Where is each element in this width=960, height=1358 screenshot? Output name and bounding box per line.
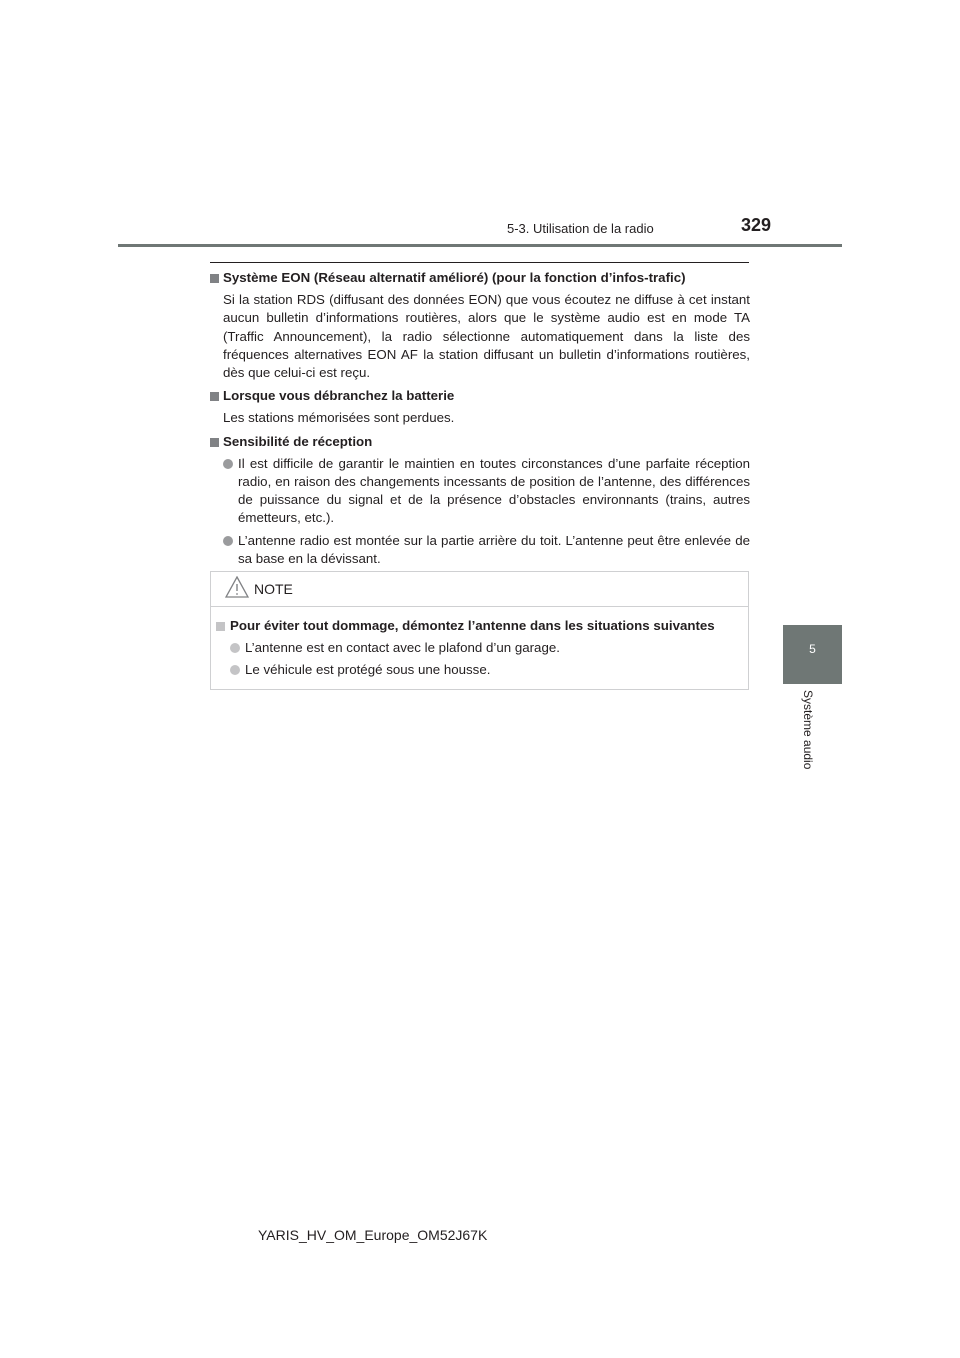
paragraph: Les stations mémorisées sont perdues.: [223, 410, 455, 426]
chapter-number: 5: [809, 642, 816, 656]
note-bullet: [230, 661, 748, 679]
note-header: [211, 572, 748, 607]
circle-bullet-icon: [223, 536, 233, 546]
heading-text: Système EON (Réseau alternatif amélioré) (pour la fonction d’infos-trafic): [223, 270, 686, 285]
note-heading: [216, 617, 748, 635]
square-bullet-icon: [210, 438, 219, 447]
section-heading: [210, 387, 750, 405]
circle-bullet-icon: [230, 643, 240, 653]
bullet-text: Le véhicule est protégé sous une housse.: [245, 662, 491, 677]
main-content: [210, 267, 750, 568]
circle-bullet-icon: [230, 665, 240, 675]
heading-text: Lorsque vous débranchez la batterie: [223, 388, 455, 404]
bullet-text: L’antenne est en contact avec le plafond d’un garage.: [245, 640, 560, 655]
header-rule: [118, 244, 842, 247]
chapter-tab: [783, 625, 842, 684]
page-number: 329: [741, 215, 772, 235]
section-title: 5-3. Utilisation de la radio: [507, 221, 654, 236]
content-rule: [210, 262, 749, 263]
square-bullet-icon: [216, 622, 225, 631]
section-heading: [210, 269, 750, 287]
bullet-text: Il est difficile de garantir le maintien en toutes circonstances d’une parfaite réception radio, en raison des changements incessants de position de l’antenne, des différences de puissance du signal et de la présence d’obstacles environnants (trains, autres émetteurs, etc.).: [238, 455, 750, 526]
warning-icon: [225, 576, 249, 598]
note-box: [210, 571, 749, 690]
note-bullet: [230, 639, 748, 657]
circle-bullet-icon: [223, 459, 233, 469]
section-heading: [210, 433, 750, 451]
heading-text: Pour éviter tout dommage, démontez l’antenne dans les situations suivantes: [230, 618, 715, 633]
note-title: NOTE: [254, 581, 293, 597]
bullet-item: [223, 455, 750, 528]
bullet-text: L’antenne radio est montée sur la partie arrière du toit. L’antenne peut être enlevée de sa base en la dévissant.: [238, 532, 750, 566]
footer-code: YARIS_HV_OM_Europe_OM52J67K: [258, 1227, 488, 1243]
square-bullet-icon: [210, 392, 219, 401]
chapter-label: Système audio: [801, 690, 815, 770]
bullet-item: [223, 532, 750, 568]
heading-text: Sensibilité de réception: [223, 433, 373, 449]
paragraph: Si la station RDS (diffusant des données EON) que vous écoutez ne diffuse à cet instant aucun bulletin d’informations routières, alors que le système audio est en mode TA (Traffic Announcement), la radio sélectionne automatiquement dans la liste des fréquences alternatives EON AF la station diffusant un bulletin d’informations routières, dès que celui-ci est reçu.: [223, 292, 750, 381]
square-bullet-icon: [210, 274, 219, 283]
